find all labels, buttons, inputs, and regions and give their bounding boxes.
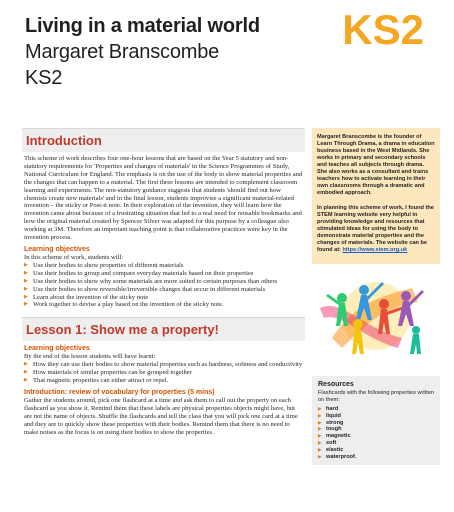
resources-list bbox=[318, 406, 434, 460]
author-name: Margaret Branscombe bbox=[25, 41, 220, 63]
list-item: ▶ tough bbox=[318, 426, 434, 433]
lesson1-objectives-intro: By the end of the lesson students will have learnt: bbox=[24, 353, 156, 361]
introduction-heading: Introduction bbox=[22, 128, 305, 152]
objectives-intro: In this scheme of work, students will: bbox=[24, 253, 124, 261]
page-title: Living in a material world bbox=[25, 15, 260, 37]
list-item: ▶ Use their bodies to group and compare everyday materials based on their properties bbox=[24, 270, 303, 278]
list-item: ▶ How materials of similar properties can be grouped together bbox=[24, 369, 303, 377]
resources-heading: Resources bbox=[318, 381, 354, 388]
resources-intro: Flashcards with the following properties written on them: bbox=[318, 390, 434, 403]
list-item: ▶ liquid bbox=[318, 413, 434, 420]
list-item: ▶ hard bbox=[318, 406, 434, 413]
introduction-paragraph: This scheme of work describes four one-hour lessons that are based on the Year 5 statutory and non-statutory requirements for 'Properties and changes of materials' in the Science Programmes of Study, National Curriculum for England. The emphasis is on the use of the body to show material properties and the changes that can happen to a material. The first three lessons are intended to complement classroom learning and experiments. The non-statutory guidance suggests that students 'should find out how chemists create new materials' and in the final lesson, students improvise a significant material-related invention – the sticky or Post-it note. In their exploration of the invention, they will learn how the invention came about because of a frustrating situation that led to a real need for reusable bookmarks and how the original material created by Spencer Silver was adapted for this purpose by a colleague also working at 3M. Therefore an important teaching point is that collaborative practices were key in the invention process. bbox=[24, 155, 303, 242]
list-item: ▶ strong bbox=[318, 420, 434, 427]
list-item: ▶ How they can use their bodies to show material properties such as hardness, softness and conductivity bbox=[24, 361, 303, 369]
objectives-heading: Learning objectives bbox=[24, 245, 90, 253]
list-item: ▶ magnetic bbox=[318, 433, 434, 440]
resources-box bbox=[312, 376, 440, 465]
list-item: ▶ Learn about the invention of the sticky note bbox=[24, 294, 303, 302]
author-bio: Margaret Branscombe is the founder of Learn Through Drama, a drama in education business based in the West Midlands. She works in primary and secondary schools and teaches all subjects through drama. She also works as a consultant and trains teachers how to activate learning in their own classrooms through a dramatic and embodied approach. bbox=[317, 134, 435, 196]
author-bio-box bbox=[312, 128, 440, 264]
sidebar bbox=[312, 128, 440, 465]
list-item: ▶ That magnetic properties can either attract or repel. bbox=[24, 377, 303, 385]
lesson1-heading: Lesson 1: Show me a property! bbox=[22, 317, 305, 341]
website-note: In planning this scheme of work, I found the STEM learning website very helpful in providing knowledge and resources that stimulated ideas for using the body to demonstrate material properties and the changes of materials. The website can be found at: https://www.stem.org.uk bbox=[317, 205, 434, 253]
stem-website-link[interactable]: https://www.stem.org.uk bbox=[342, 247, 408, 253]
key-stage-badge: KS2 bbox=[342, 6, 424, 53]
objectives-list bbox=[22, 262, 305, 309]
list-item: ▶ Use their bodies to show why some materials are more suited to certain purposes than others bbox=[24, 278, 303, 286]
list-item: ▶ Use their bodies to show reversible/irreversible changes that occur in different materials bbox=[24, 286, 303, 294]
list-item: ▶ elastic bbox=[318, 447, 434, 454]
list-item: ▶ Use their bodies to show properties of different materials bbox=[24, 262, 303, 270]
main-column bbox=[22, 128, 305, 436]
activity-heading: Introduction: review of vocabulary for properties (5 mins) bbox=[24, 388, 215, 396]
list-item: ▶ soft bbox=[318, 440, 434, 447]
list-item: ▶ Work together to devise a play based on the invention of the sticky note. bbox=[24, 301, 303, 309]
activity-paragraph: Gather the students around, pick one flashcard at a time and ask them to call out the property on each flashcard as you show it. Remind them that these labels are physical properties objects might have, but are not the name of objects. Shuffle the flashcards and tell the class that you will pick one card at a time and they are to quickly show these properties with their bodies. Remind them that there is no need to make noises as the focus is on using their bodies to show the properties. bbox=[24, 396, 298, 436]
list-item: ▶ waterproof. bbox=[318, 454, 434, 461]
key-stage-label: KS2 bbox=[25, 67, 63, 89]
dancers-silhouette-icon bbox=[312, 268, 440, 372]
page-header bbox=[0, 0, 454, 114]
dancers-illustration bbox=[312, 268, 440, 372]
lesson1-objectives-list bbox=[22, 361, 305, 385]
lesson1-objectives-heading: Learning objectives bbox=[24, 345, 90, 353]
